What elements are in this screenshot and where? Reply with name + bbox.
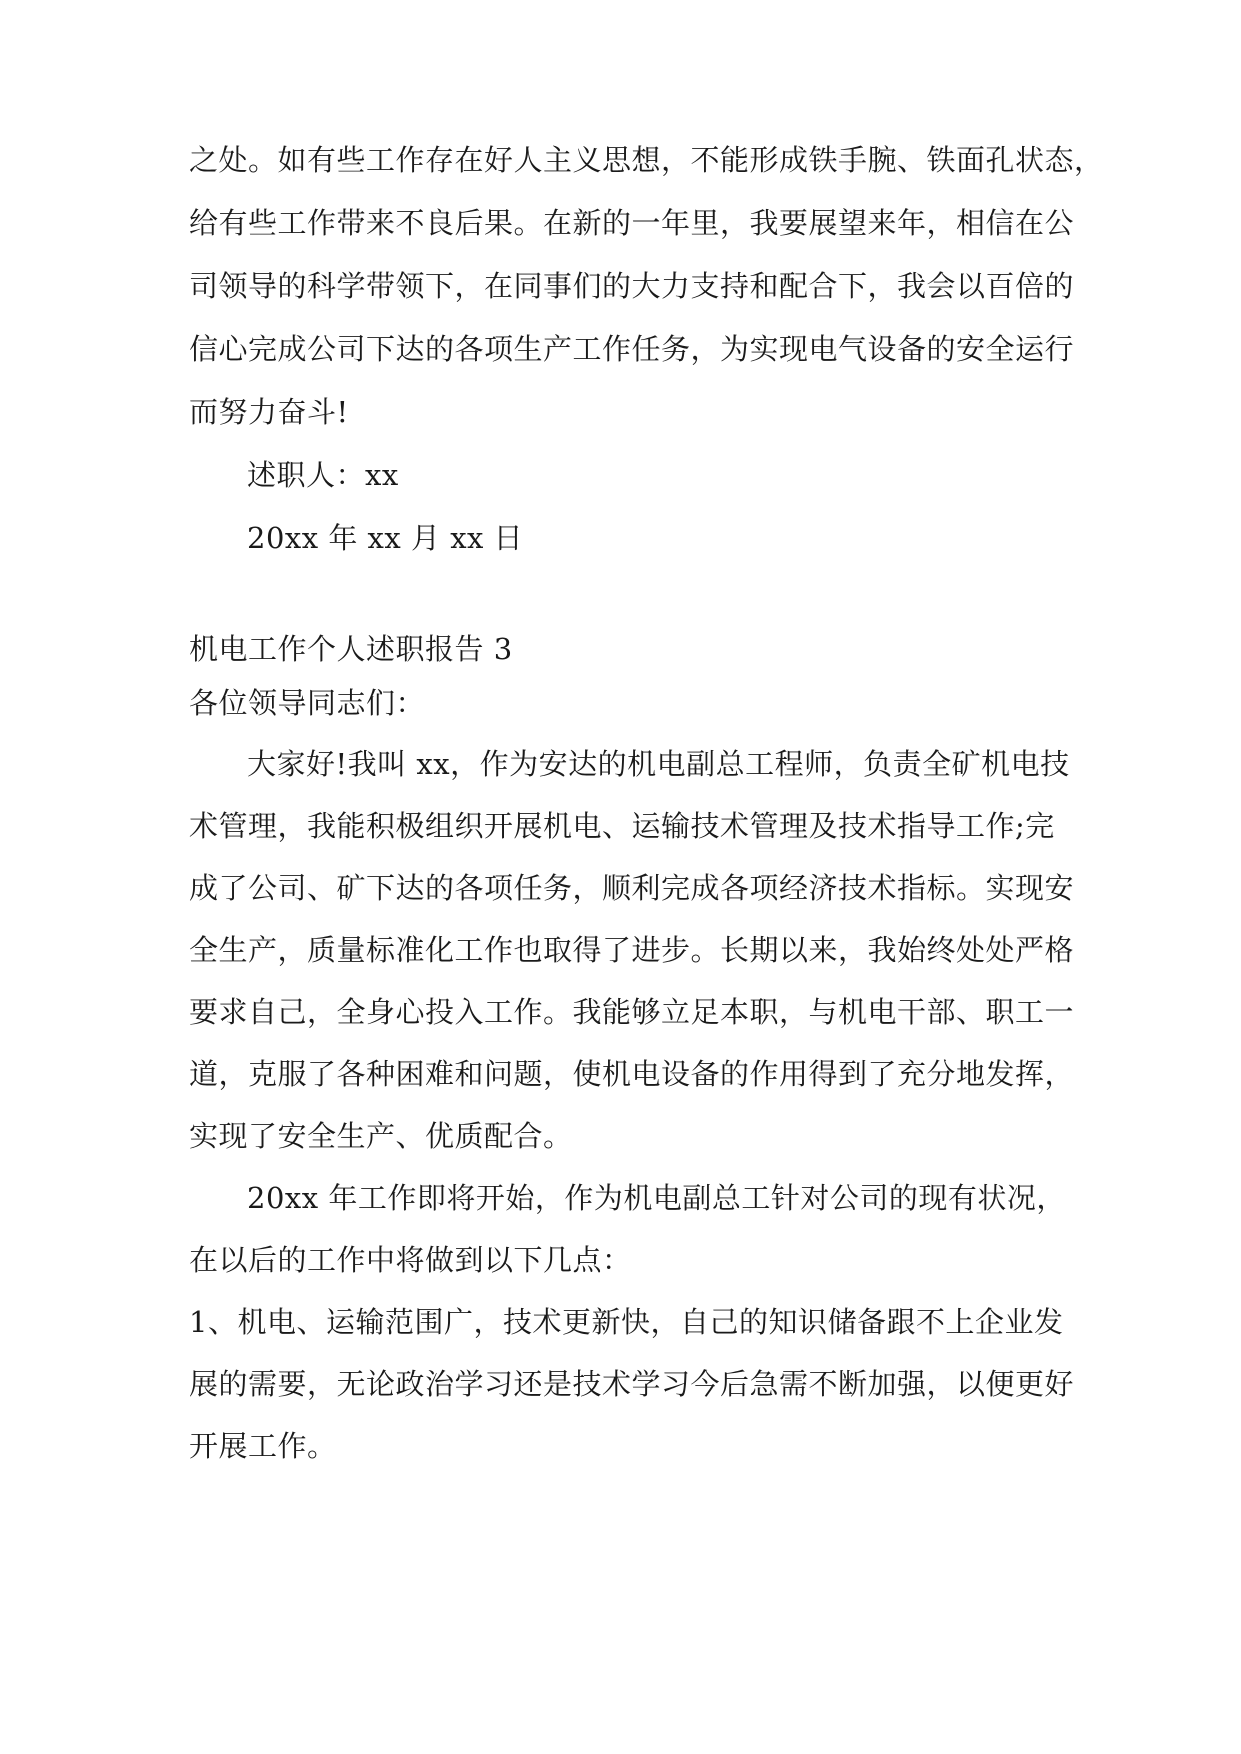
list-item-line: 1、机电、运输范围广，技术更新快，自己的知识储备跟不上企业发 [189,1305,1064,1339]
section-title: 机电工作个人述职报告 3 [189,632,513,666]
paragraph-line: 给有些工作带来不良后果。在新的一年里，我要展望来年，相信在公 [189,206,1075,240]
paragraph-line: 要求自己，全身心投入工作。我能够立足本职，与机电干部、职工一 [189,995,1075,1029]
paragraph-line: 大家好!我叫 xx，作为安达的机电副总工程师，负责全矿机电技 [247,747,1070,781]
paragraph-line: 而努力奋斗! [189,395,349,429]
paragraph-line: 全生产，质量标准化工作也取得了进步。长期以来，我始终处处严格 [189,933,1075,967]
paragraph-line: 术管理，我能积极组织开展机电、运输技术管理及技术指导工作;完 [189,809,1055,843]
paragraph-line: 成了公司、矿下达的各项任务，顺利完成各项经济技术指标。实现安 [189,871,1075,905]
list-item-line: 开展工作。 [189,1429,337,1463]
paragraph-line: 司领导的科学带领下，在同事们的大力支持和配合下，我会以百倍的 [189,269,1075,303]
paragraph-line: 信心完成公司下达的各项生产工作任务，为实现电气设备的安全运行 [189,332,1075,366]
paragraph-line: 实现了安全生产、优质配合。 [189,1119,573,1153]
paragraph-line: 20xx 年工作即将开始，作为机电副总工针对公司的现有状况， [247,1181,1066,1215]
signature-line: 述职人：xx [247,458,399,492]
date-line: 20xx 年 xx 月 xx 日 [247,521,524,555]
paragraph-line: 在以后的工作中将做到以下几点： [189,1243,632,1277]
list-item-line: 展的需要，无论政治学习还是技术学习今后急需不断加强，以便更好 [189,1367,1075,1401]
salutation: 各位领导同志们： [189,686,426,720]
paragraph-line: 之处。如有些工作存在好人主义思想，不能形成铁手腕、铁面孔状态， [189,143,1104,177]
paragraph-line: 道，克服了各种困难和问题，使机电设备的作用得到了充分地发挥， [189,1057,1075,1091]
